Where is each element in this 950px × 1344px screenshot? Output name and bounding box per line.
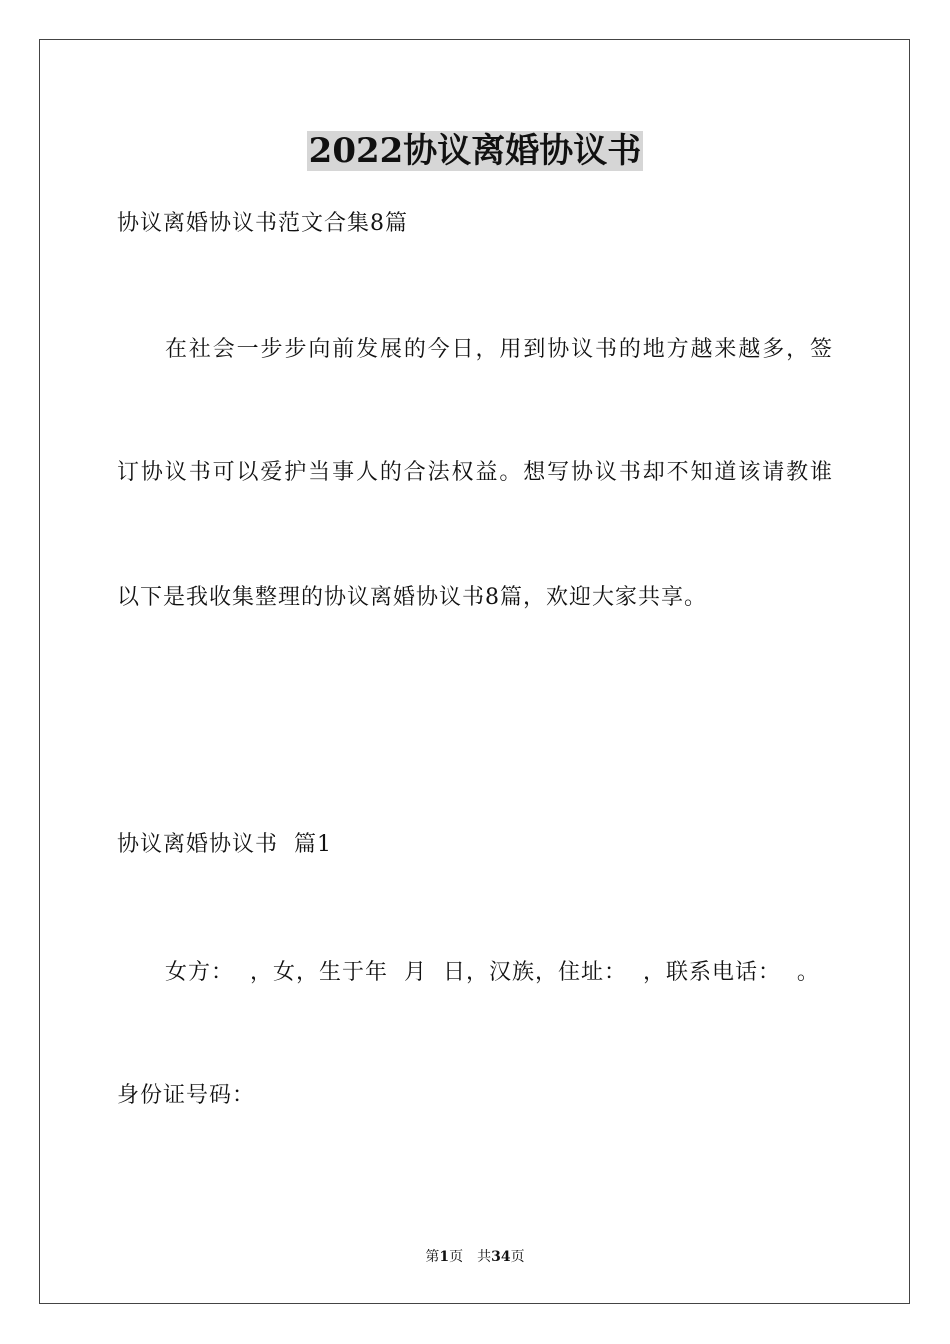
footer-total-pages: 34 — [491, 1249, 511, 1265]
intro-line-2: 订协议书可以爱护当事人的合法权益。想写协议书却不知道该请教谁 — [117, 460, 833, 485]
female-party-line: 女方： ，女，生于年 月 日，汉族，住址： ，联系电话： 。 — [165, 960, 820, 985]
page-footer — [0, 1247, 950, 1267]
document-title-text: 2022协议离婚协议书 — [308, 131, 642, 171]
intro-line-1: 在社会一步步向前发展的今日，用到协议书的地方越来越多，签 — [165, 337, 833, 362]
footer-page-suffix: 页 — [449, 1249, 464, 1265]
footer-page-number: 1 — [439, 1249, 450, 1265]
intro-line-3: 以下是我收集整理的协议离婚协议书8篇，欢迎大家共享。 — [117, 585, 707, 610]
footer-total-prefix: 共 — [477, 1249, 492, 1265]
document-subtitle: 协议离婚协议书范文合集8篇 — [117, 211, 408, 236]
section-heading: 协议离婚协议书 篇1 — [117, 832, 332, 857]
document-title — [0, 126, 950, 176]
footer-total-suffix: 页 — [510, 1249, 525, 1265]
id-number-label: 身份证号码： — [117, 1083, 256, 1108]
footer-page-prefix: 第 — [425, 1249, 440, 1265]
